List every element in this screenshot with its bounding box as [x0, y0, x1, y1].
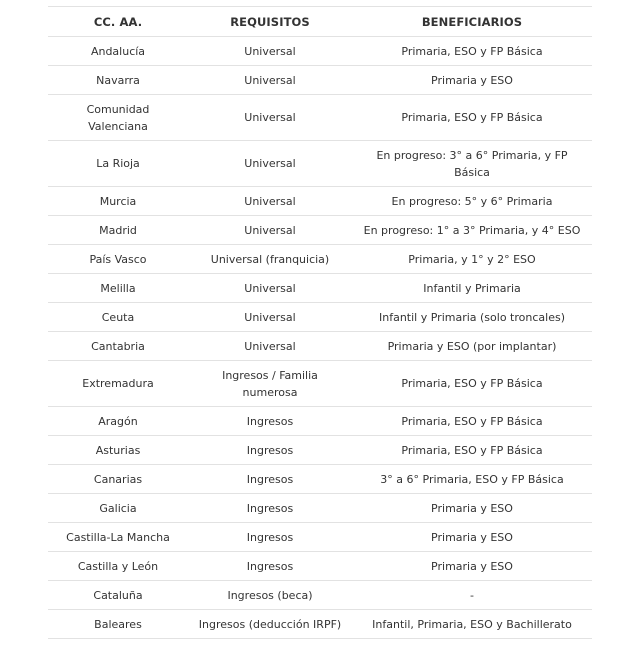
- table-row: [48, 465, 592, 494]
- cell-beneficiaries: Infantil, Primaria, ESO y Bachillerato: [352, 610, 592, 639]
- cell-requirements: Universal: [188, 274, 352, 303]
- cell-beneficiaries: Primaria, ESO y FP Básica: [352, 95, 592, 141]
- table-row: [48, 187, 592, 216]
- table-header: [48, 7, 592, 37]
- cell-beneficiaries: En progreso: 3° a 6° Primaria, y FP Básica: [352, 141, 592, 187]
- cell-requirements: Universal: [188, 141, 352, 187]
- table-row: [48, 66, 592, 95]
- table-row: [48, 581, 592, 610]
- cell-requirements: Ingresos (beca): [188, 581, 352, 610]
- cell-requirements: Ingresos: [188, 552, 352, 581]
- cell-region: Madrid: [48, 216, 188, 245]
- cell-requirements: Universal: [188, 332, 352, 361]
- cell-requirements: Universal (franquicia): [188, 245, 352, 274]
- cell-region: Canarias: [48, 465, 188, 494]
- cell-region: Murcia: [48, 187, 188, 216]
- comparison-table: [48, 6, 592, 639]
- table-row: [48, 523, 592, 552]
- table-row: [48, 436, 592, 465]
- table-row: [48, 361, 592, 407]
- cell-beneficiaries: Infantil y Primaria (solo troncales): [352, 303, 592, 332]
- table-row: [48, 552, 592, 581]
- table-row: [48, 610, 592, 639]
- cell-region: Andalucía: [48, 37, 188, 66]
- cell-requirements: Universal: [188, 303, 352, 332]
- cell-beneficiaries: Primaria, y 1° y 2° ESO: [352, 245, 592, 274]
- table-body: [48, 37, 592, 639]
- table-row: [48, 303, 592, 332]
- cell-beneficiaries: Primaria y ESO: [352, 66, 592, 95]
- table-row: [48, 332, 592, 361]
- cell-requirements: Ingresos: [188, 436, 352, 465]
- cell-region: Navarra: [48, 66, 188, 95]
- cell-beneficiaries: Primaria, ESO y FP Básica: [352, 407, 592, 436]
- cell-region: Castilla y León: [48, 552, 188, 581]
- cell-region: Aragón: [48, 407, 188, 436]
- cell-beneficiaries: Primaria, ESO y FP Básica: [352, 361, 592, 407]
- cell-beneficiaries: Primaria y ESO (por implantar): [352, 332, 592, 361]
- cell-requirements: Ingresos (deducción IRPF): [188, 610, 352, 639]
- cell-beneficiaries: Primaria y ESO: [352, 494, 592, 523]
- cell-beneficiaries: En progreso: 5° y 6° Primaria: [352, 187, 592, 216]
- cell-requirements: Universal: [188, 37, 352, 66]
- cell-region: La Rioja: [48, 141, 188, 187]
- table-row: [48, 407, 592, 436]
- cell-region: Cataluña: [48, 581, 188, 610]
- cell-region: Galicia: [48, 494, 188, 523]
- cell-requirements: Ingresos: [188, 494, 352, 523]
- cell-beneficiaries: Primaria, ESO y FP Básica: [352, 37, 592, 66]
- cell-requirements: Universal: [188, 95, 352, 141]
- cell-requirements: Universal: [188, 216, 352, 245]
- cell-beneficiaries: Primaria y ESO: [352, 523, 592, 552]
- cell-beneficiaries: En progreso: 1° a 3° Primaria, y 4° ESO: [352, 216, 592, 245]
- table-row: [48, 274, 592, 303]
- cell-region: Cantabria: [48, 332, 188, 361]
- cell-beneficiaries: Primaria y ESO: [352, 552, 592, 581]
- cell-beneficiaries: Infantil y Primaria: [352, 274, 592, 303]
- cell-region: Baleares: [48, 610, 188, 639]
- cell-region: Castilla-La Mancha: [48, 523, 188, 552]
- header-beneficiaries: BENEFICIARIOS: [352, 7, 592, 37]
- table-row: [48, 141, 592, 187]
- table-row: [48, 95, 592, 141]
- cell-region: Asturias: [48, 436, 188, 465]
- table-row: [48, 216, 592, 245]
- cell-requirements: Ingresos: [188, 523, 352, 552]
- cell-region: País Vasco: [48, 245, 188, 274]
- cell-requirements: Ingresos: [188, 407, 352, 436]
- comparison-table-container: [48, 0, 592, 639]
- cell-region: Melilla: [48, 274, 188, 303]
- cell-region: Comunidad Valenciana: [48, 95, 188, 141]
- cell-requirements: Ingresos: [188, 465, 352, 494]
- table-row: [48, 37, 592, 66]
- cell-requirements: Universal: [188, 66, 352, 95]
- header-region: CC. AA.: [48, 7, 188, 37]
- table-row: [48, 494, 592, 523]
- cell-beneficiaries: 3° a 6° Primaria, ESO y FP Básica: [352, 465, 592, 494]
- cell-region: Extremadura: [48, 361, 188, 407]
- header-requirements: REQUISITOS: [188, 7, 352, 37]
- cell-region: Ceuta: [48, 303, 188, 332]
- table-row: [48, 245, 592, 274]
- cell-requirements: Universal: [188, 187, 352, 216]
- header-row: [48, 7, 592, 37]
- cell-beneficiaries: Primaria, ESO y FP Básica: [352, 436, 592, 465]
- cell-beneficiaries: -: [352, 581, 592, 610]
- cell-requirements: Ingresos / Familia numerosa: [188, 361, 352, 407]
